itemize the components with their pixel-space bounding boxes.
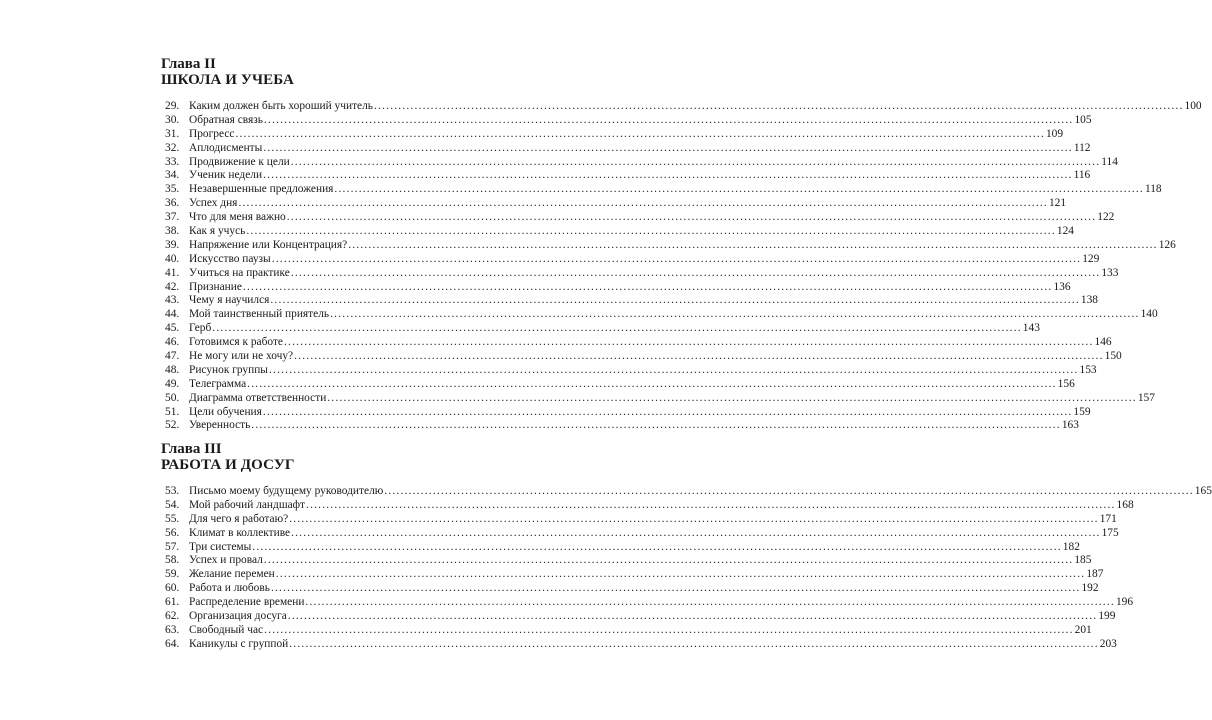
toc-entry[interactable]: [165, 485, 1212, 499]
toc-entry[interactable]: [165, 554, 1092, 568]
toc-entry[interactable]: [165, 280, 1071, 295]
toc-entry[interactable]: [165, 308, 1158, 322]
entry-page-number: 175: [1101, 526, 1119, 539]
entry-number: 53.: [165, 485, 180, 497]
dot-leader: ........................................................................................................................................................................................................: [263, 554, 1074, 567]
entry-number: 55.: [165, 512, 180, 525]
entry-page-number: 168: [1116, 498, 1134, 511]
entry-page-number: 199: [1098, 610, 1116, 623]
entry-page-number: 153: [1079, 363, 1097, 376]
toc-entry[interactable]: [165, 526, 1119, 541]
entry-title: Напряжение или Концентрация?: [189, 238, 348, 251]
entry-page-number: 129: [1082, 252, 1100, 265]
toc-entry[interactable]: [165, 363, 1097, 378]
entry-page-number: 146: [1094, 336, 1112, 349]
entry-number: 30.: [165, 113, 180, 126]
entry-number: 62.: [165, 610, 180, 623]
dot-leader: ........................................................................................................................................................................................................: [251, 419, 1061, 432]
dot-leader: ........................................................................................................................................................................................................: [348, 238, 1158, 251]
entry-number: 31.: [165, 127, 180, 140]
entry-page-number: 105: [1074, 113, 1092, 126]
entry-number: 37.: [165, 211, 180, 224]
dot-leader: ........................................................................................................................................................................................................: [374, 100, 1184, 112]
dot-leader: ........................................................................................................................................................................................................: [235, 127, 1045, 140]
entry-number: 60.: [165, 582, 180, 595]
entry-number: 64.: [165, 637, 180, 650]
toc-entry[interactable]: [165, 391, 1155, 406]
toc-page: [161, 0, 1212, 720]
entry-number: 40.: [165, 252, 180, 265]
entry-page-number: 116: [1073, 169, 1091, 182]
dot-leader: ........................................................................................................................................................................................................: [275, 568, 1086, 581]
entry-number: 41.: [165, 266, 180, 279]
dot-leader: ........................................................................................................................................................................................................: [334, 183, 1144, 196]
entry-page-number: 118: [1144, 183, 1162, 196]
dot-leader: ........................................................................................................................................................................................................: [294, 350, 1104, 363]
dot-leader: ........................................................................................................................................................................................................: [246, 225, 1056, 238]
entry-page-number: 159: [1073, 405, 1091, 418]
entry-title: Письмо моему будущему руководителю: [189, 485, 384, 497]
dot-leader: ........................................................................................................................................................................................................: [263, 141, 1073, 154]
entry-page-number: 114: [1101, 155, 1118, 168]
entry-page-number: 138: [1080, 294, 1098, 307]
entry-title: Желание перемен: [189, 568, 275, 581]
dot-leader: ........................................................................................................................................................................................................: [268, 363, 1079, 376]
dot-leader: ........................................................................................................................................................................................................: [271, 252, 1082, 265]
entry-number: 58.: [165, 554, 180, 567]
toc-entry[interactable]: [165, 582, 1099, 596]
entry-number: 57.: [165, 540, 180, 553]
entry-title: Успех дня: [189, 197, 238, 210]
entry-page-number: 163: [1061, 419, 1079, 432]
entry-number: 52.: [165, 419, 180, 432]
entry-title: Чему я научился: [189, 294, 270, 307]
toc-entry[interactable]: [165, 498, 1134, 513]
toc-entry[interactable]: [165, 568, 1104, 582]
entry-title: Диаграмма ответственности: [189, 391, 327, 404]
entry-title: Учиться на практике: [189, 266, 290, 279]
entry-page-number: 109: [1045, 127, 1064, 140]
entry-page-number: 112: [1073, 141, 1091, 154]
dot-leader: ........................................................................................................................................................................................................: [330, 308, 1140, 321]
entry-title: Что для меня важно: [189, 211, 286, 224]
entry-number: 61.: [165, 596, 180, 609]
entry-number: 38.: [165, 225, 180, 238]
entry-title: Работа и любовь: [189, 582, 270, 595]
entry-title: Признание: [189, 280, 242, 293]
entry-title: Каникулы с группой: [189, 637, 289, 650]
entry-title: Обратная связь: [189, 113, 263, 126]
entry-title: Для чего я работаю?: [189, 512, 289, 525]
dot-leader: ........................................................................................................................................................................................................: [291, 526, 1101, 539]
dot-leader: ........................................................................................................................................................................................................: [283, 336, 1094, 349]
entry-number: 51.: [165, 405, 180, 418]
dot-leader: ........................................................................................................................................................................................................: [263, 169, 1073, 182]
entry-title: Телеграмма: [189, 377, 247, 390]
chapter-label: Глава III: [161, 441, 222, 457]
entry-title: Прогресс: [189, 127, 235, 140]
toc-entry[interactable]: [165, 623, 1092, 638]
toc-entry[interactable]: [165, 141, 1091, 156]
toc-entry[interactable]: [165, 512, 1117, 527]
entry-title: Незавершенные предложения: [189, 183, 334, 196]
entry-number: 49.: [165, 377, 180, 390]
chapter-title: РАБОТА И ДОСУГ: [161, 457, 295, 473]
entry-page-number: 122: [1097, 211, 1115, 224]
chapter-title: ШКОЛА И УЧЕБА: [161, 72, 294, 88]
entry-page-number: 196: [1115, 596, 1134, 609]
entry-number: 63.: [165, 623, 180, 636]
dot-leader: ........................................................................................................................................................................................................: [238, 197, 1048, 210]
toc-entry[interactable]: [165, 100, 1202, 114]
entry-number: 54.: [165, 498, 180, 511]
entry-page-number: 133: [1101, 266, 1119, 279]
entry-title: Уверенность: [189, 419, 251, 432]
toc-entry[interactable]: [165, 637, 1117, 652]
dot-leader: ........................................................................................................................................................................................................: [287, 610, 1098, 623]
entry-page-number: 121: [1048, 197, 1067, 210]
entry-number: 59.: [165, 568, 180, 581]
chapter-3-heading: [161, 442, 566, 474]
entry-number: 43.: [165, 294, 180, 307]
entry-page-number: 143: [1022, 322, 1040, 335]
dot-leader: ........................................................................................................................................................................................................: [270, 294, 1080, 307]
toc-entry[interactable]: [165, 266, 1119, 281]
dot-leader: ........................................................................................................................................................................................................: [290, 266, 1101, 279]
entry-number: 29.: [165, 100, 180, 112]
entry-title: Герб: [189, 322, 212, 335]
entry-page-number: 157: [1137, 391, 1155, 404]
entry-title: Цели обучения: [189, 405, 262, 418]
entry-title: Продвижение к цели: [189, 155, 290, 168]
entry-title: Распределение времени: [189, 596, 305, 609]
dot-leader: ........................................................................................................................................................................................................: [327, 391, 1137, 404]
entry-page-number: 156: [1057, 377, 1075, 390]
entry-title: Искусство паузы: [189, 252, 271, 265]
toc-entry[interactable]: [165, 169, 1091, 183]
toc-entry[interactable]: [165, 127, 1064, 142]
dot-leader: ........................................................................................................................................................................................................: [262, 405, 1073, 418]
entry-number: 45.: [165, 322, 180, 335]
entry-page-number: 192: [1081, 582, 1099, 595]
entry-page-number: 150: [1104, 350, 1122, 363]
entry-title: Успех и провал: [189, 554, 263, 567]
toc-entry[interactable]: [165, 294, 1098, 308]
entry-page-number: 126: [1158, 238, 1176, 251]
entry-number: 48.: [165, 363, 180, 376]
chapter-2-entries: [165, 100, 1202, 433]
entry-title: Климат в коллективе: [189, 526, 291, 539]
dot-leader: ........................................................................................................................................................................................................: [384, 485, 1194, 497]
toc-entry[interactable]: [165, 596, 1134, 610]
chapter-2-heading: [161, 57, 566, 89]
entry-page-number: 185: [1074, 554, 1092, 567]
dot-leader: ........................................................................................................................................................................................................: [270, 582, 1081, 595]
toc-entry[interactable]: [165, 238, 1176, 253]
entry-number: 33.: [165, 155, 180, 168]
entry-title: Как я учусь: [189, 225, 246, 238]
dot-leader: ........................................................................................................................................................................................................: [289, 512, 1099, 525]
toc-entry[interactable]: [165, 540, 1080, 555]
entry-number: 36.: [165, 197, 180, 210]
entry-title: Каким должен быть хороший учитель: [189, 100, 373, 112]
entry-number: 35.: [165, 183, 180, 196]
entry-number: 46.: [165, 336, 180, 349]
toc-entry[interactable]: [165, 225, 1074, 239]
toc-entry[interactable]: [165, 155, 1118, 170]
dot-leader: ........................................................................................................................................................................................................: [264, 623, 1074, 636]
toc-entry[interactable]: [165, 336, 1112, 350]
toc-entry[interactable]: [165, 113, 1092, 128]
toc-entry[interactable]: [165, 405, 1091, 420]
entry-title: Мой рабочий ландшафт: [189, 498, 306, 511]
entry-number: 39.: [165, 238, 180, 251]
entry-title: Аплодисменты: [189, 141, 263, 154]
entry-number: 34.: [165, 169, 180, 182]
toc-entry[interactable]: [165, 322, 1040, 336]
entry-title: Не могу или не хочу?: [189, 350, 294, 363]
entry-title: Три системы: [189, 540, 252, 553]
toc-entry[interactable]: [165, 197, 1067, 211]
entry-title: Ученик недели: [189, 169, 263, 182]
chapter-3-entries: [165, 485, 1212, 652]
toc-entry[interactable]: [165, 183, 1162, 197]
entry-title: Мой таинственный приятель: [189, 308, 330, 321]
entry-page-number: 182: [1062, 540, 1080, 553]
dot-leader: ........................................................................................................................................................................................................: [212, 322, 1022, 335]
entry-number: 50.: [165, 391, 180, 404]
entry-number: 42.: [165, 280, 180, 293]
dot-leader: ........................................................................................................................................................................................................: [247, 377, 1057, 390]
dot-leader: ........................................................................................................................................................................................................: [242, 280, 1053, 293]
toc-entry[interactable]: [165, 252, 1100, 267]
entry-title: Организация досуга: [189, 610, 287, 623]
dot-leader: ........................................................................................................................................................................................................: [289, 637, 1099, 650]
entry-page-number: 203: [1099, 637, 1117, 650]
entry-page-number: 201: [1074, 623, 1092, 636]
entry-page-number: 171: [1099, 512, 1117, 525]
toc-entry[interactable]: [165, 377, 1075, 392]
entry-title: Рисунок группы: [189, 363, 268, 376]
dot-leader: ........................................................................................................................................................................................................: [305, 596, 1115, 609]
entry-page-number: 187: [1086, 568, 1104, 581]
entry-title: Свободный час: [189, 623, 264, 636]
entry-page-number: 100: [1184, 100, 1202, 112]
entry-title: Готовимся к работе: [189, 336, 283, 349]
entry-number: 44.: [165, 308, 180, 321]
toc-entry[interactable]: [165, 419, 1079, 433]
entry-page-number: 136: [1053, 280, 1071, 293]
dot-leader: ........................................................................................................................................................................................................: [286, 211, 1097, 224]
chapter-label: Глава II: [161, 56, 216, 72]
entry-page-number: 140: [1140, 308, 1158, 321]
toc-entry[interactable]: [165, 350, 1122, 364]
entry-page-number: 124: [1056, 225, 1074, 238]
entry-number: 47.: [165, 350, 180, 363]
dot-leader: ........................................................................................................................................................................................................: [290, 155, 1101, 168]
toc-entry[interactable]: [165, 211, 1115, 225]
entry-page-number: 165: [1194, 485, 1212, 497]
entry-number: 32.: [165, 141, 180, 154]
dot-leader: ........................................................................................................................................................................................................: [306, 498, 1116, 511]
toc-entry[interactable]: [165, 610, 1116, 624]
dot-leader: ........................................................................................................................................................................................................: [252, 540, 1062, 553]
dot-leader: ........................................................................................................................................................................................................: [263, 113, 1074, 126]
entry-number: 56.: [165, 526, 180, 539]
